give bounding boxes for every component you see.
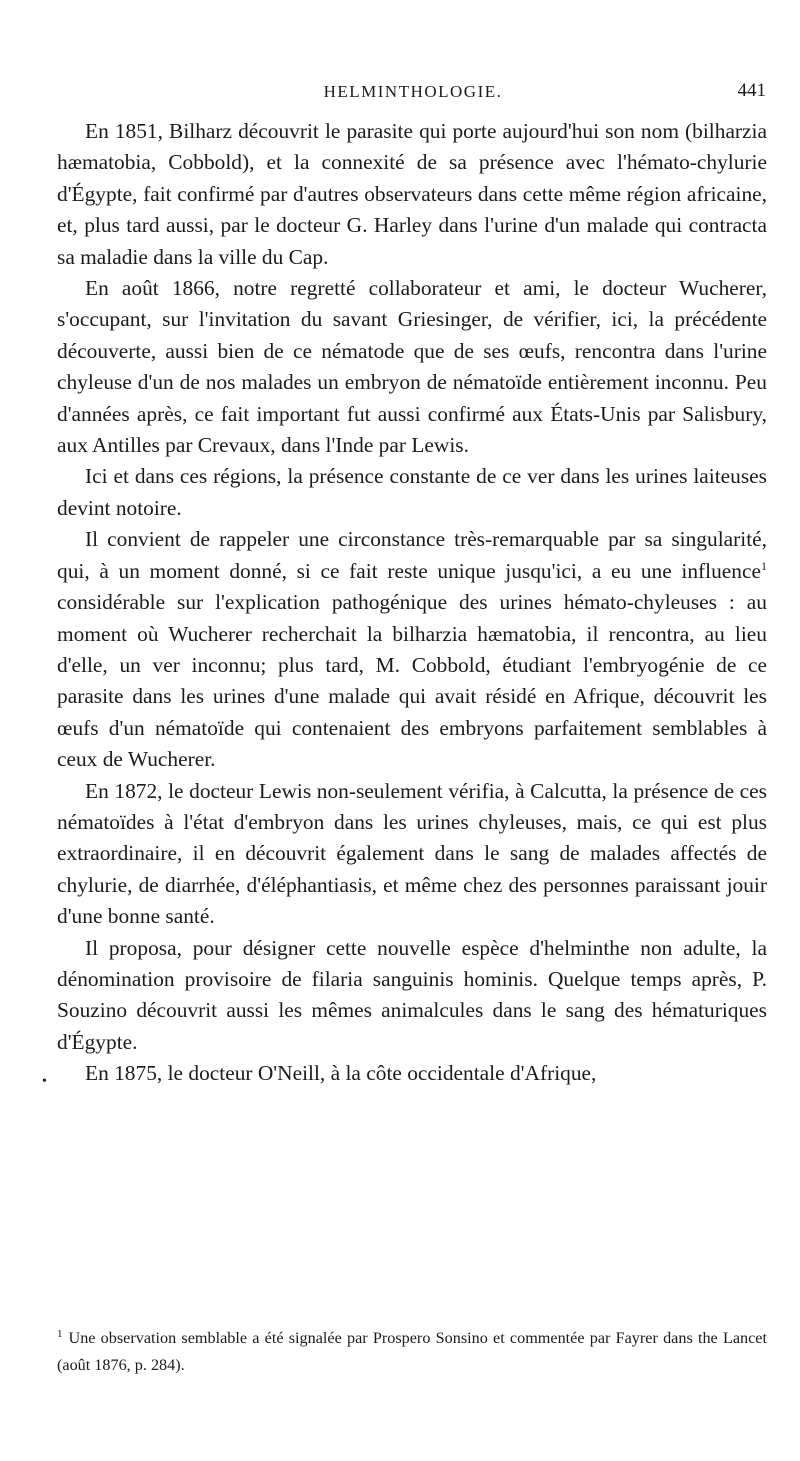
- paragraph-2: En août 1866, notre regretté collaborateur et ami, le docteur Wucherer, s'occupant, sur l'invitation du savant Griesinger, de vérifier, ici, la précédente découverte, aussi bien de ce nématode que de ses œufs, rencontra dans l'urine chyleuse d'un de nos malades un embryon de nématoïde entièrement inconnu. Peu d'années après, ce fait important fut aussi confirmé aux États-Unis par Salisbury, aux Antilles par Crevaux, dans l'Inde par Lewis.: [57, 276, 767, 458]
- margin-mark: •: [42, 1074, 47, 1089]
- paragraph-6: Il proposa, pour désigner cette nouvelle espèce d'helminthe non adulte, la dénomination provisoire de filaria sanguinis hominis. Quelque temps après, P. Souzino découvrit aussi les mêmes animalcules dans le sang des hématuriques d'Égypte.: [57, 935, 767, 1054]
- footnotes: [57, 1325, 767, 1379]
- paragraph-4: [57, 524, 767, 775]
- footnote-1: [57, 1325, 767, 1379]
- footnote-text: Une observation semblable a été signalée par Prospero Sonsino et commentée par Fayrer dans the Lancet (août 1876, p. 284).: [57, 1329, 767, 1374]
- paragraph-4-part-a: Il convient de rappeler une circonstance très-remarquable par sa singularité, qui, à un moment donné, si ce fait reste unique jusqu'ici, a eu une influence: [57, 527, 767, 583]
- footnote-number: 1: [57, 1327, 63, 1340]
- paragraph-4-part-b: considérable sur l'explication pathogénique des urines hémato-chyleuses : au moment où Wucherer recherchait la bilharzia hæmatobia, il rencontra, au lieu d'elle, un ver inconnu; plus tard, M. Cobbold, étudiant l'embryogénie de ce parasite dans les urines d'une malade qui avait résidé en Afrique, découvrit les œufs d'un nématoïde qui contenaient des embryons parfaitement semblables à ceux de Wucherer.: [57, 590, 767, 772]
- paragraph-3: Ici et dans ces régions, la présence constante de ce ver dans les urines laiteuses devint notoire.: [57, 464, 767, 520]
- page-number: 441: [737, 80, 766, 101]
- running-title: HELMINTHOLOGIE.: [323, 82, 503, 101]
- paragraph-1: En 1851, Bilharz découvrit le parasite qui porte aujourd'hui son nom (bilharzia hæmatobia, Cobbold), et la connexité de sa présence avec l'hémato-chylurie d'Égypte, fait confirmé par d'autres observateurs dans cette même région africaine, et, plus tard aussi, par le docteur G. Harley dans l'urine d'un malade qui contracta sa maladie dans la ville du Cap.: [57, 119, 767, 269]
- page-header: [60, 78, 766, 108]
- footnote-reference[interactable]: 1: [761, 558, 767, 573]
- paragraph-5: En 1872, le docteur Lewis non-seulement vérifia, à Calcutta, la présence de ces nématoïdes à l'état d'embryon dans les urines chyleuses, mais, ce qui est plus extraordinaire, il en découvrit également dans le sang de malades affectés de chylurie, de diarrhée, d'éléphantiasis, et même chez des personnes paraissant jouir d'une bonne santé.: [57, 778, 767, 929]
- body-text: [57, 116, 767, 1090]
- paragraph-7: En 1875, le docteur O'Neill, à la côte occidentale d'Afrique,: [85, 1061, 597, 1086]
